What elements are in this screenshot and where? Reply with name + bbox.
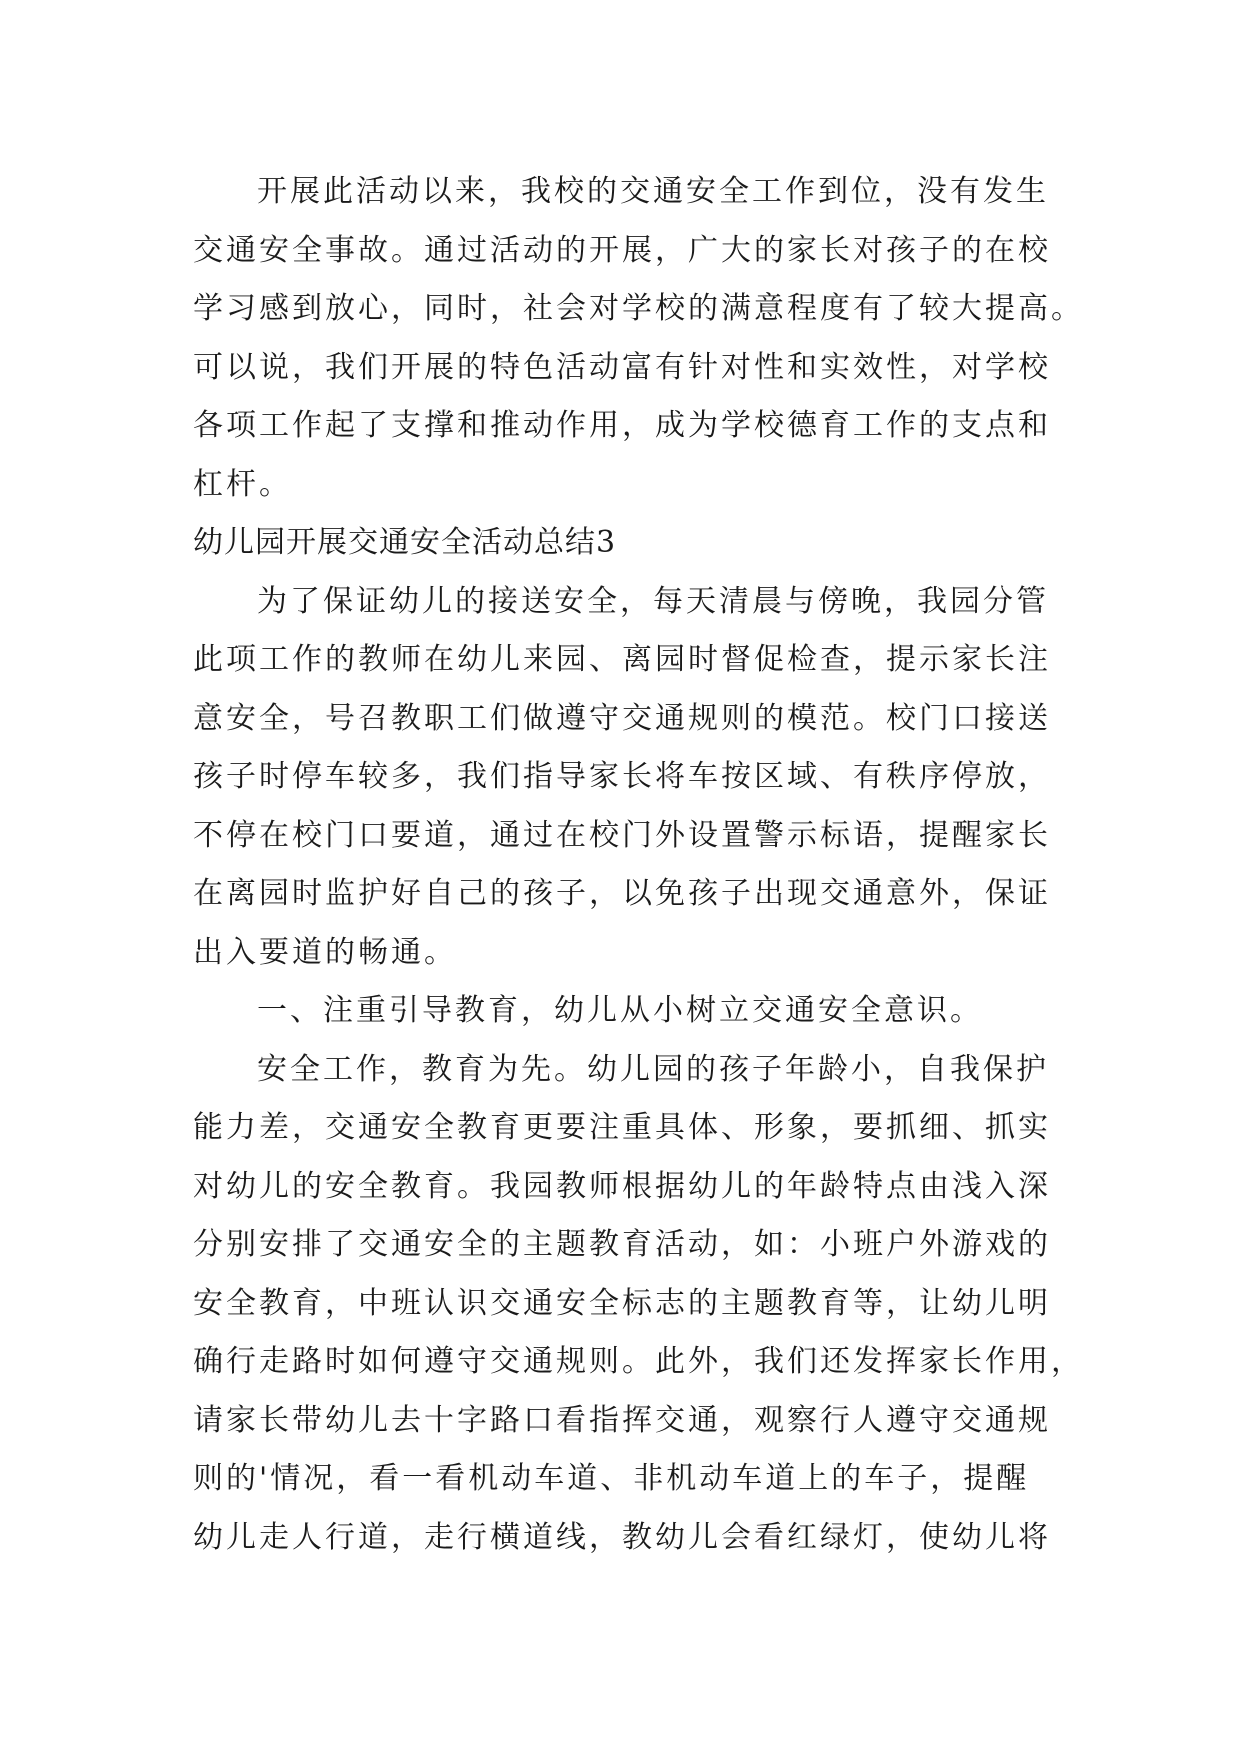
paragraph-line: 学习感到放心，同时，社会对学校的满意程度有了较大提高。 [193, 291, 1084, 326]
paragraph-4 [193, 1041, 1084, 1568]
subheading-line: 一、注重引导教育，幼儿从小树立交通安全意识。 [257, 993, 983, 1028]
paragraph-2 [193, 573, 1063, 983]
paragraph-line: 分别安排了交通安全的主题教育活动，如：小班户外游戏的 [193, 1227, 1051, 1262]
paragraph-line: 杠杆。 [193, 466, 292, 502]
paragraph-line: 交通安全事故。通过活动的开展，广大的家长对孩子的在校 [193, 232, 1051, 268]
paragraph-line: 不停在校门口要道，通过在校门外设置警示标语，提醒家长 [193, 817, 1051, 853]
paragraph-line: 开展此活动以来，我校的交通安全工作到位，没有发生 [257, 174, 1049, 209]
paragraph-line: 请家长带幼儿去十字路口看指挥交通，观察行人遵守交通规 [193, 1402, 1051, 1438]
paragraph-line: 可以说，我们开展的特色活动富有针对性和实效性，对学校 [193, 349, 1051, 385]
paragraph-line: 对幼儿的安全教育。我园教师根据幼儿的年龄特点由浅入深 [193, 1168, 1051, 1204]
paragraph-line: 此项工作的教师在幼儿来园、离园时督促检查，提示家长注 [193, 642, 1051, 677]
paragraph-line: 能力差，交通安全教育更要注重具体、形象，要抓细、抓实 [193, 1110, 1051, 1145]
paragraph-line: 幼儿走人行道，走行横道线，教幼儿会看红绿灯，使幼儿将 [193, 1519, 1051, 1555]
paragraph-3 [193, 982, 1063, 1041]
document-body [193, 163, 1084, 1567]
paragraph-line: 孩子时停车较多，我们指导家长将车按区域、有秩序停放， [193, 759, 1051, 794]
paragraph-line: 在离园时监护好自己的孩子，以免孩子出现交通意外，保证 [193, 876, 1051, 911]
paragraph-line: 为了保证幼儿的接送安全，每天清晨与傍晚，我园分管 [257, 583, 1049, 619]
paragraph-line: 意安全，号召教职工们做遵守交通规则的模范。校门口接送 [193, 700, 1051, 736]
paragraph-line: 安全教育，中班认识交通安全标志的主题教育等，让幼儿明 [193, 1285, 1051, 1321]
paragraph-line: 各项工作起了支撑和推动作用，成为学校德育工作的支点和 [193, 408, 1051, 443]
paragraph-line: 确行走路时如何遵守交通规则。此外，我们还发挥家长作用， [193, 1344, 1084, 1379]
paragraph-line: 则的'情况，看一看机动车道、非机动车道上的车子，提醒 [193, 1461, 1030, 1496]
paragraph-1 [193, 163, 1084, 514]
section-heading: 幼儿园开展交通安全活动总结3 [193, 525, 617, 560]
paragraph-line: 出入要道的畅通。 [193, 934, 457, 970]
paragraph-line: 安全工作，教育为先。幼儿园的孩子年龄小，自我保护 [257, 1051, 1049, 1087]
